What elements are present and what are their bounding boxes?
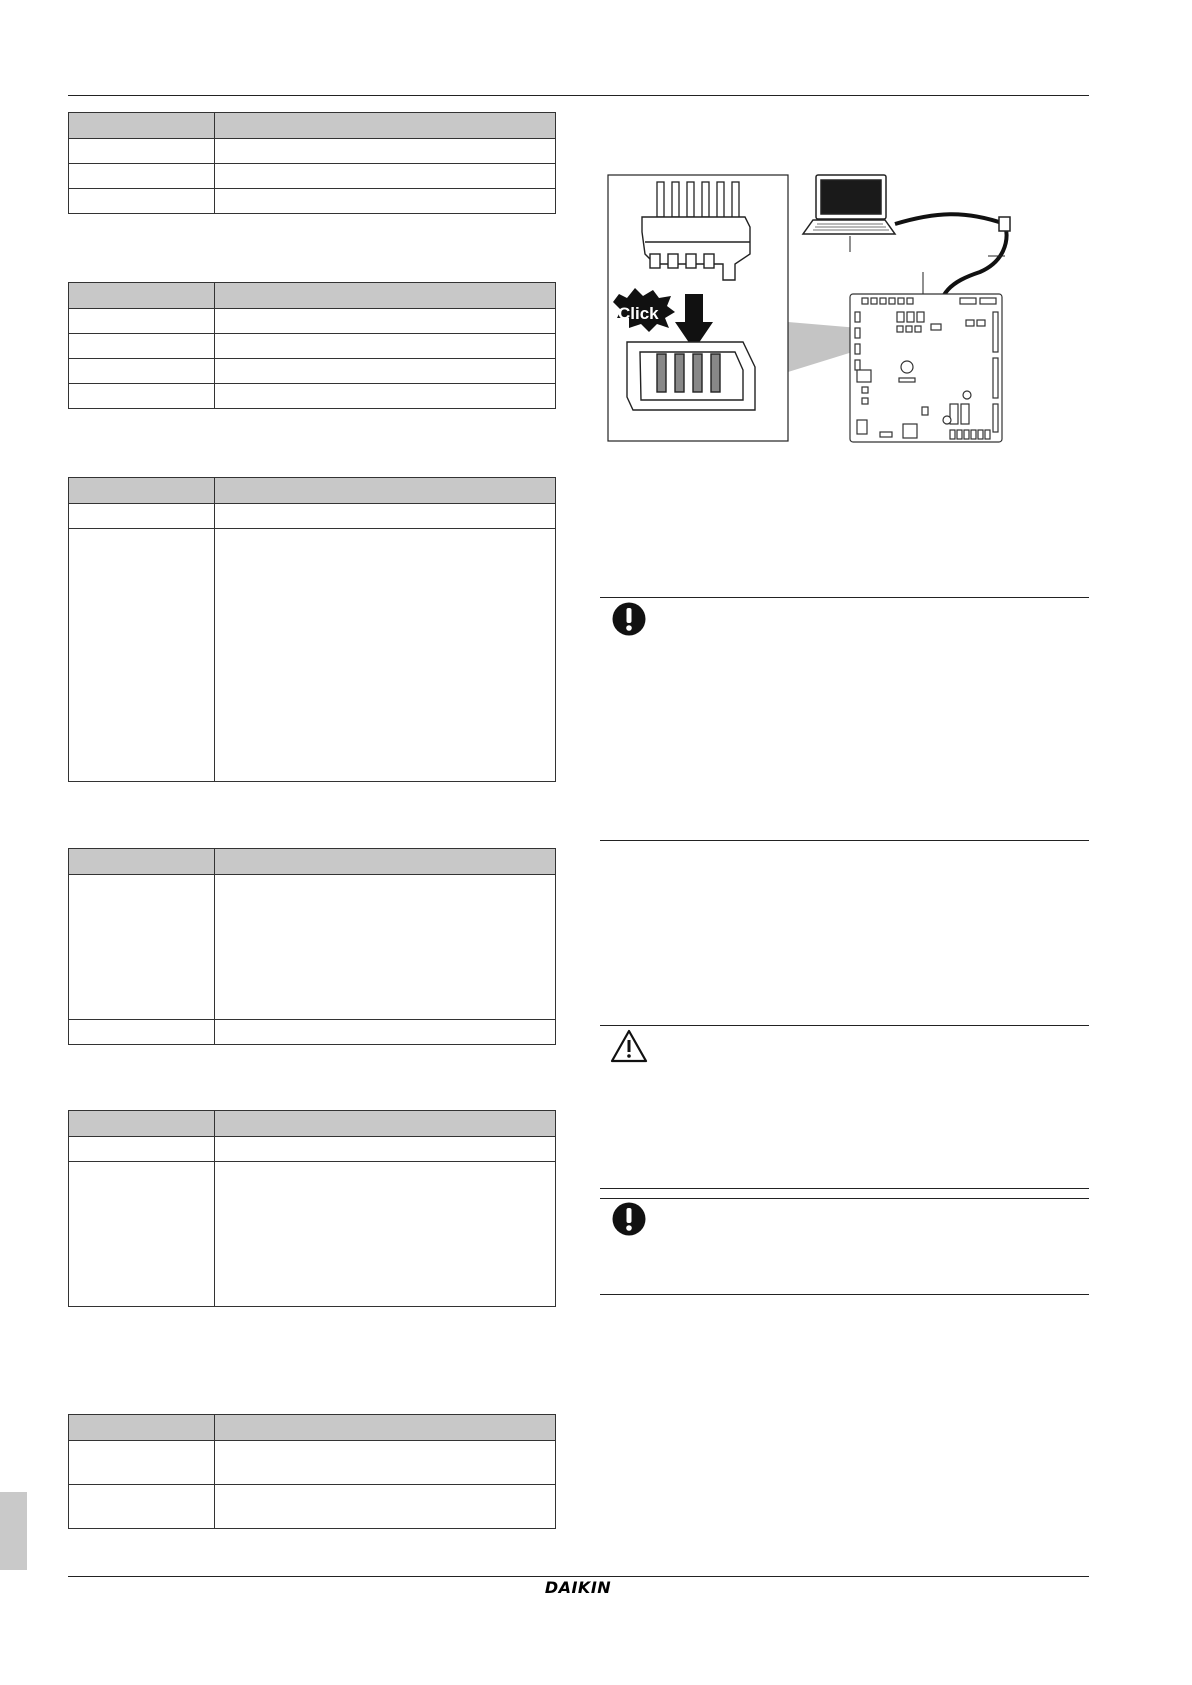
table-cell — [69, 189, 215, 214]
table-cell — [215, 1441, 556, 1485]
callout-rule-top — [600, 1198, 1089, 1199]
table-2 — [68, 282, 556, 409]
table-4 — [68, 848, 556, 1045]
table-header-cell — [215, 1111, 556, 1137]
connection-figure — [605, 172, 1025, 454]
side-tab — [0, 1492, 27, 1570]
table-cell — [215, 334, 556, 359]
table-1 — [68, 112, 556, 214]
table-header-cell — [215, 283, 556, 309]
exclamation-icon — [611, 1201, 647, 1237]
table-cell — [215, 384, 556, 409]
table-header-cell — [215, 1415, 556, 1441]
table-cell — [69, 504, 215, 529]
table-cell — [69, 1020, 215, 1045]
table-cell — [215, 1137, 556, 1162]
table-header-row — [69, 283, 556, 309]
table-cell — [215, 1162, 556, 1307]
laptop — [803, 175, 895, 234]
table-cell — [215, 1485, 556, 1529]
callout-rule-top — [600, 1025, 1089, 1026]
table-cell — [215, 309, 556, 334]
socket-connector — [627, 342, 755, 410]
table-header-row — [69, 1415, 556, 1441]
table-header-row — [69, 478, 556, 504]
table-row — [69, 359, 556, 384]
table-row — [69, 139, 556, 164]
table-cell — [69, 139, 215, 164]
pcb-board — [850, 294, 1002, 442]
table-row — [69, 309, 556, 334]
table-header-cell — [69, 1415, 215, 1441]
table-cell — [69, 334, 215, 359]
table-3 — [68, 477, 556, 782]
header-rule — [68, 95, 1089, 96]
table-row — [69, 504, 556, 529]
table-cell — [215, 1020, 556, 1045]
table-cell — [69, 529, 215, 782]
table-row — [69, 1020, 556, 1045]
table-cell — [69, 1441, 215, 1485]
callout-rule-top — [600, 597, 1089, 598]
table-6 — [68, 1414, 556, 1529]
callout-rule-bottom — [600, 1294, 1089, 1295]
table-row — [69, 1485, 556, 1529]
table-header-cell — [69, 113, 215, 139]
table-row — [69, 1162, 556, 1307]
table-header-cell — [215, 113, 556, 139]
table-cell — [69, 875, 215, 1020]
brand-logo: DAIKIN — [544, 1578, 612, 1597]
table-header-row — [69, 1111, 556, 1137]
table-header-row — [69, 849, 556, 875]
table-cell — [69, 359, 215, 384]
callout-rule-bottom — [600, 1188, 1089, 1189]
table-cell — [69, 309, 215, 334]
table-cell — [215, 529, 556, 782]
warning-triangle-icon — [610, 1029, 648, 1063]
table-cell — [215, 359, 556, 384]
table-cell — [215, 875, 556, 1020]
table-cell — [69, 384, 215, 409]
click-label: Click — [618, 304, 659, 323]
footer-rule — [68, 1576, 1089, 1577]
table-cell — [215, 189, 556, 214]
table-header-cell — [69, 283, 215, 309]
table-5 — [68, 1110, 556, 1307]
table-header-row — [69, 113, 556, 139]
table-row — [69, 875, 556, 1020]
table-header-cell — [69, 478, 215, 504]
table-row — [69, 1441, 556, 1485]
table-cell — [215, 164, 556, 189]
table-header-cell — [215, 849, 556, 875]
table-header-cell — [69, 1111, 215, 1137]
table-row — [69, 384, 556, 409]
table-header-cell — [215, 478, 556, 504]
table-cell — [215, 139, 556, 164]
table-cell — [69, 1162, 215, 1307]
table-cell — [215, 504, 556, 529]
table-row — [69, 164, 556, 189]
table-header-cell — [69, 849, 215, 875]
table-cell — [69, 164, 215, 189]
exclamation-icon — [611, 601, 647, 637]
table-row — [69, 334, 556, 359]
table-cell — [69, 1485, 215, 1529]
callout-rule-bottom — [600, 840, 1089, 841]
cable-adapter — [999, 217, 1010, 231]
table-row — [69, 529, 556, 782]
table-cell — [69, 1137, 215, 1162]
table-row — [69, 189, 556, 214]
table-row — [69, 1137, 556, 1162]
